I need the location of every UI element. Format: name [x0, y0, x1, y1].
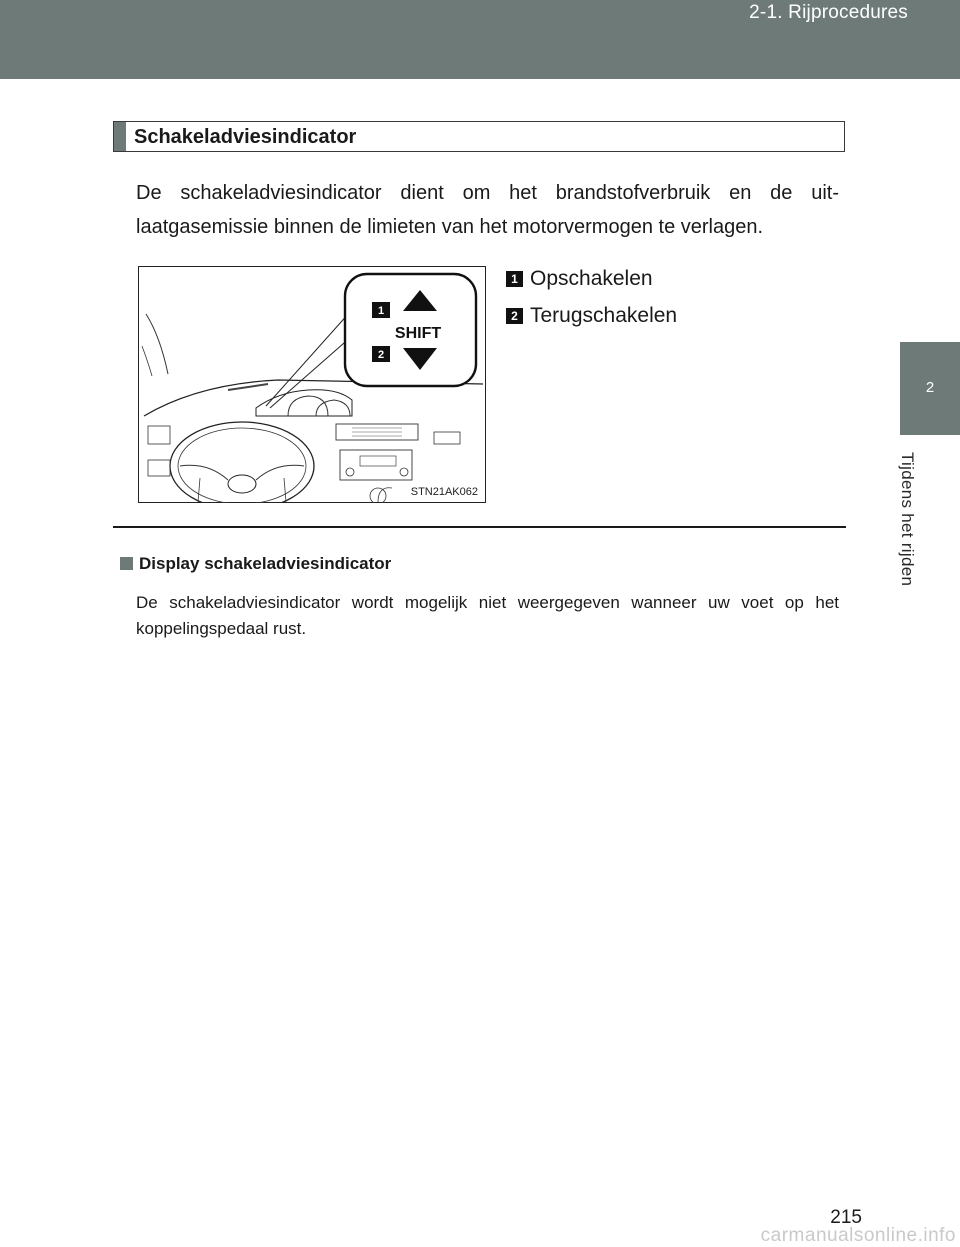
chapter-label-text: Tijdens het rijden — [898, 452, 917, 587]
figure-code: STN21AK062 — [410, 486, 478, 498]
section-divider — [113, 526, 846, 528]
subsection-title: Display schakeladviesindicator — [139, 554, 392, 573]
watermark: carmanualsonline.info — [760, 1225, 956, 1246]
heading-accent-bar — [114, 122, 126, 151]
legend-badge-1: 1 — [506, 271, 523, 287]
section-heading — [113, 121, 845, 152]
callout-badge-2: 2 — [377, 349, 385, 361]
header-band — [0, 0, 960, 79]
chapter-tab — [900, 342, 960, 435]
section-heading-text: Schakeladviesindicator — [134, 126, 357, 148]
figure-legend — [506, 260, 677, 334]
chapter-label — [897, 452, 923, 602]
subsection-body: De schakeladviesindicator wordt mogelijk niet weergegeven wanneer uw voet op het koppelingspedaal rust. — [136, 593, 839, 638]
dashboard-illustration — [138, 266, 486, 503]
page-number: 215 — [830, 1207, 862, 1228]
legend-label-1: Opschakelen — [530, 266, 653, 290]
chapter-number: 2 — [925, 379, 935, 396]
intro-paragraph: De schakeladviesindicator dient om het brandstofverbruik en de uit- laatgasemissie binnen de limieten van het motorvermogen te verlagen. — [136, 182, 839, 238]
subsection-heading — [120, 554, 391, 574]
legend-label-2: Terugschakelen — [530, 303, 678, 327]
callout-shift-label: SHIFT — [394, 325, 442, 342]
legend-item — [506, 260, 677, 297]
callout-badge-1: 1 — [377, 305, 385, 317]
section-title: 2-1. Rijprocedures — [749, 2, 908, 23]
legend-item — [506, 297, 677, 334]
square-bullet-icon — [120, 557, 133, 570]
legend-badge-2: 2 — [506, 308, 523, 324]
